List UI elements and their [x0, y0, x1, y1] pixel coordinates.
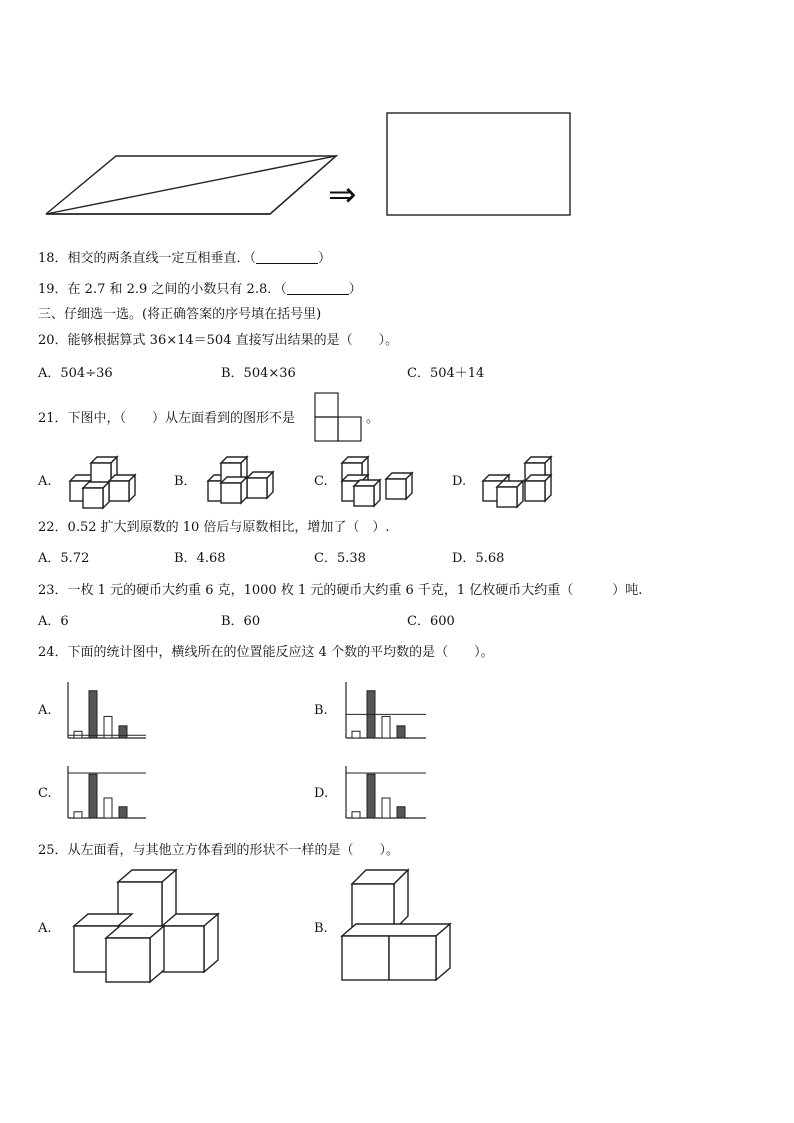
option-c[interactable]: C．600: [407, 614, 455, 629]
option-b[interactable]: B．4.68: [174, 551, 226, 566]
option-b[interactable]: B.: [314, 921, 328, 936]
section-heading: 三、仔细选一选。(将正确答案的序号填在括号里): [38, 307, 322, 322]
cube: [83, 482, 109, 508]
bar: [74, 731, 82, 738]
question-18: 18．相交的两条直线一定互相垂直．（ ）: [38, 251, 332, 266]
option-a[interactable]: A.: [38, 474, 52, 489]
cube: [525, 475, 551, 501]
question-20: 20．能够根据算式 36×14＝504 直接写出结果的是（ ）。: [38, 333, 399, 348]
cube: [247, 472, 273, 498]
cube: [386, 473, 412, 499]
q25-cube-figure-a: [70, 866, 222, 986]
option-b[interactable]: B.: [314, 703, 328, 718]
q21-period: 。: [366, 411, 380, 426]
bar-chart-b: [342, 680, 428, 742]
option-b[interactable]: B．504×36: [221, 366, 296, 381]
q25-cube-figure-b: [338, 866, 454, 986]
bar: [352, 812, 360, 818]
question-21: 21．下图中，（ ）从左面看到的图形不是: [38, 411, 296, 426]
bar: [89, 691, 97, 738]
option-a[interactable]: A．504÷36: [38, 366, 113, 381]
bar: [104, 716, 112, 738]
option-d[interactable]: D．5.68: [452, 551, 505, 566]
question-22: 22．0.52 扩大到原数的 10 倍后与原数相比，增加了（ ）.: [38, 520, 390, 535]
bar: [397, 726, 405, 738]
option-d[interactable]: D.: [314, 786, 329, 801]
option-d[interactable]: D.: [452, 474, 467, 489]
option-b[interactable]: B．: [174, 474, 197, 489]
option-a[interactable]: A.: [38, 921, 52, 936]
option-a[interactable]: A．6: [38, 614, 69, 629]
option-c[interactable]: C．504＋14: [407, 366, 485, 381]
bar-chart-d: [342, 764, 428, 822]
question-19: 19．在 2.7 和 2.9 之间的小数只有 2.8．（ ）: [38, 282, 362, 297]
bar: [382, 798, 390, 818]
bar: [397, 807, 405, 818]
option-c[interactable]: C.: [38, 786, 52, 801]
bar: [352, 731, 360, 738]
question-24: 24．下面的统计图中，横线所在的位置能反应这 4 个数的平均数的是（ ）。: [38, 645, 494, 660]
option-a[interactable]: A．5.72: [38, 551, 90, 566]
bar: [119, 726, 127, 738]
cube: [109, 475, 135, 501]
arrow-icon: ⇒: [328, 175, 357, 215]
option-c[interactable]: C.: [314, 474, 328, 489]
question-25: 25．从左面看，与其他立方体看到的形状不一样的是（ ）。: [38, 843, 400, 858]
cube: [497, 481, 523, 507]
bar-chart-a: [64, 680, 148, 742]
bar: [119, 807, 127, 818]
bar: [382, 716, 390, 738]
q21-cube-figures: [0, 0, 794, 520]
bar: [367, 774, 375, 818]
option-b[interactable]: B．60: [221, 614, 261, 629]
bar: [74, 812, 82, 818]
bar: [89, 774, 97, 818]
bar: [104, 798, 112, 818]
bar-chart-c: [64, 764, 148, 822]
option-c[interactable]: C．5.38: [314, 551, 366, 566]
cube: [354, 480, 380, 506]
question-23: 23．一枚 1 元的硬币大约重 6 克，1000 枚 1 元的硬币大约重 6 千克，1 亿枚硬币大约重（ ）吨.: [38, 583, 643, 598]
cube: [221, 477, 247, 503]
option-a[interactable]: A.: [38, 703, 52, 718]
